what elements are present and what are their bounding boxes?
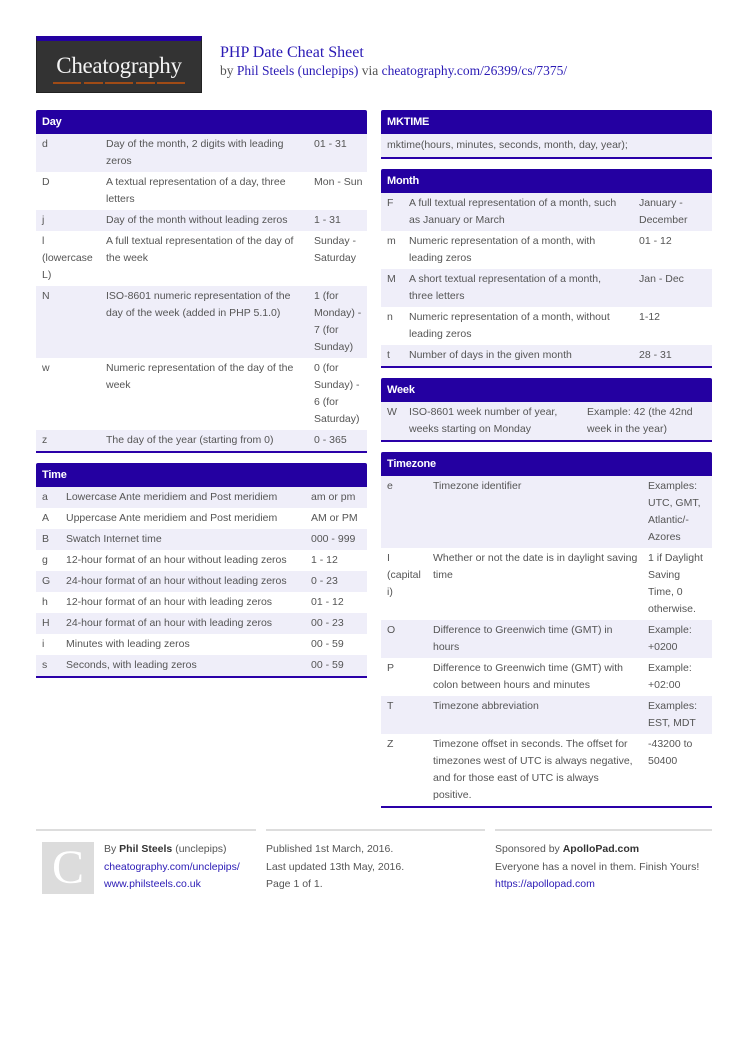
section-title: Day	[36, 110, 367, 134]
table-row	[36, 529, 367, 550]
description: 24-hour format of an hour without leading zeros	[66, 575, 287, 587]
example-values: 1 if Daylight Saving Time, 0 otherwise.	[648, 552, 703, 615]
month-rows	[381, 193, 712, 366]
example-values: 00 - 59	[311, 659, 344, 671]
cheatography-logo[interactable]	[36, 36, 202, 93]
example-values: 28 - 31	[639, 349, 672, 361]
description: 12-hour format of an hour without leading zeros	[66, 554, 287, 566]
format-char: O	[387, 624, 396, 636]
table-row	[36, 172, 367, 210]
example-values: Jan - Dec	[639, 273, 684, 285]
format-char: W	[387, 406, 397, 418]
format-char: Z	[387, 738, 394, 750]
mktime-signature: mktime(hours, minutes, seconds, month, day, year);	[387, 139, 628, 151]
table-row	[381, 658, 712, 696]
page-header	[36, 36, 716, 94]
format-char: g	[42, 554, 48, 566]
section-title: Time	[36, 463, 367, 487]
format-char: l (lowercase L)	[42, 235, 93, 281]
description: A full textual representation of a month, such as January or March	[409, 197, 617, 226]
description: 24-hour format of an hour with leading zeros	[66, 617, 273, 629]
right-column	[381, 110, 712, 818]
description: Uppercase Ante meridiem and Post meridiem	[66, 512, 278, 524]
description: The day of the year (starting from 0)	[106, 434, 274, 446]
table-row	[381, 231, 712, 269]
format-char: P	[387, 662, 395, 674]
table-row	[36, 613, 367, 634]
format-char: s	[42, 659, 48, 671]
description: A full textual representation of the day of the week	[106, 235, 294, 264]
example-values: Examples: EST, MDT	[648, 700, 698, 729]
section-mktime	[381, 110, 712, 159]
section-title: Month	[381, 169, 712, 193]
section-time	[36, 463, 367, 678]
sponsor-line	[495, 841, 712, 859]
format-char: N	[42, 290, 50, 302]
section-timezone	[381, 452, 712, 808]
sponsor-tagline: Everyone has a novel in them. Finish Yours!	[495, 860, 700, 873]
updated-date: Last updated 13th May, 2016.	[266, 860, 405, 873]
avatar: C	[42, 842, 94, 894]
title-block	[220, 44, 567, 79]
table-row	[381, 345, 712, 366]
logo-text: Cheatography	[56, 53, 182, 78]
section-week	[381, 378, 712, 442]
by-label: By	[104, 843, 120, 855]
example-values: 00 - 23	[311, 617, 344, 629]
example-values: 01 - 12	[311, 596, 344, 608]
description: Difference to Greenwich time (GMT) in hours	[433, 624, 613, 653]
table-row	[36, 655, 367, 676]
sponsor-link[interactable]: https://apollopad.com	[495, 878, 595, 890]
format-char: T	[387, 700, 394, 712]
page-title[interactable]: PHP Date Cheat Sheet	[220, 44, 364, 61]
example-values: 0 (for Sunday) - 6 (for Saturday)	[314, 362, 360, 425]
format-char: M	[387, 273, 396, 285]
format-char: A	[42, 512, 50, 524]
example-values: 1 - 12	[311, 554, 338, 566]
author-handle: (unclepips)	[172, 843, 227, 855]
description: Day of the month without leading zeros	[106, 214, 288, 226]
footer-byline	[104, 841, 256, 859]
example-values: -43200 to 50400	[648, 738, 693, 767]
description: Numeric representation of a month, with leading zeros	[409, 235, 596, 264]
page-footer	[36, 829, 712, 909]
example-values: AM or PM	[311, 512, 358, 524]
example-values: 01 - 12	[639, 235, 672, 247]
published-date: Published 1st March, 2016.	[266, 843, 394, 855]
example-values: Examples: UTC, GMT, Atlantic/-Azores	[648, 480, 701, 543]
description: A short textual representation of a month, three letters	[409, 273, 602, 302]
description: Day of the month, 2 digits with leading zeros	[106, 138, 284, 167]
example-values: Sunday - Saturday	[314, 235, 357, 264]
description: 12-hour format of an hour with leading zeros	[66, 596, 273, 608]
sponsored-label: Sponsored by	[495, 843, 563, 855]
format-char: z	[42, 434, 48, 446]
example-values: 00 - 59	[311, 638, 344, 650]
table-row	[381, 193, 712, 231]
format-char: D	[42, 176, 50, 188]
example-values: 0 - 23	[311, 575, 338, 587]
table-row	[381, 696, 712, 734]
section-day	[36, 110, 367, 453]
format-char: m	[387, 235, 396, 247]
example-values: 1 (for Monday) - 7 (for Sunday)	[314, 290, 362, 353]
example-values: January - December	[639, 197, 688, 226]
description: Difference to Greenwich time (GMT) with colon between hours and minutes	[433, 662, 624, 691]
author-link[interactable]: Phil Steels (unclepips)	[236, 63, 359, 78]
table-row	[381, 734, 712, 806]
logo-underline	[53, 82, 185, 84]
byline	[220, 63, 567, 79]
by-prefix: by	[220, 63, 237, 78]
table-row	[36, 210, 367, 231]
format-char: n	[387, 311, 393, 323]
website-link[interactable]: www.philsteels.co.uk	[104, 878, 201, 890]
week-rows	[381, 402, 712, 440]
description: Seconds, with leading zeros	[66, 659, 197, 671]
footer-sponsor	[495, 829, 712, 894]
example-values: Example: +02:00	[648, 662, 692, 691]
description: Numeric representation of the day of the week	[106, 362, 294, 391]
table-row	[36, 634, 367, 655]
table-row	[381, 307, 712, 345]
format-char: w	[42, 362, 50, 374]
day-rows	[36, 134, 367, 451]
format-char: e	[387, 480, 393, 492]
via-text: via	[358, 63, 382, 78]
table-row	[36, 571, 367, 592]
example-values: Example: +0200	[648, 624, 692, 653]
table-row	[36, 430, 367, 451]
table-row	[381, 134, 712, 157]
left-column	[36, 110, 367, 688]
example-values: 01 - 31	[314, 138, 347, 150]
table-row	[36, 134, 367, 172]
format-char: F	[387, 197, 394, 209]
format-char: G	[42, 575, 51, 587]
example-values: 0 - 365	[314, 434, 347, 446]
example-values: am or pm	[311, 491, 356, 503]
format-char: j	[42, 214, 45, 226]
example-values: 1-12	[639, 311, 661, 323]
format-char: I (capital i)	[387, 552, 421, 598]
format-char: t	[387, 349, 390, 361]
format-char: h	[42, 596, 48, 608]
section-title: MKTIME	[381, 110, 712, 134]
table-row	[36, 550, 367, 571]
author-name: Phil Steels	[119, 843, 173, 855]
profile-link[interactable]: cheatography.com/unclepips/	[104, 860, 240, 873]
description: Timezone abbreviation	[433, 700, 539, 712]
format-char: i	[42, 638, 45, 650]
description: ISO-8601 numeric representation of the day of the week (added in PHP 5.1.0)	[106, 290, 291, 319]
description: Numeric representation of a month, without leading zeros	[409, 311, 610, 340]
table-row	[381, 402, 712, 440]
table-row	[381, 620, 712, 658]
sheet-url-link[interactable]: cheatography.com/26399/cs/7375/	[381, 63, 568, 78]
description: Whether or not the date is in daylight saving time	[433, 552, 638, 581]
section-title: Timezone	[381, 452, 712, 476]
description: Timezone offset in seconds. The offset for timezones west of UTC is always negative, and for those east of UTC is always positive.	[433, 738, 633, 801]
example-values: 1 - 31	[314, 214, 341, 226]
time-rows	[36, 487, 367, 676]
example-values: 000 - 999	[311, 533, 356, 545]
table-row	[381, 269, 712, 307]
table-row	[36, 358, 367, 430]
footer-dates	[266, 829, 485, 894]
description: Number of days in the given month	[409, 349, 572, 361]
format-char: d	[42, 138, 48, 150]
section-title: Week	[381, 378, 712, 402]
table-row	[36, 231, 367, 286]
example-values: Mon - Sun	[314, 176, 363, 188]
description: A textual representation of a day, three letters	[106, 176, 286, 205]
table-row	[381, 548, 712, 620]
page-number: Page 1 of 1.	[266, 878, 323, 890]
table-row	[36, 487, 367, 508]
example-values: Example: 42 (the 42nd week in the year)	[587, 406, 693, 435]
table-row	[381, 476, 712, 548]
format-char: a	[42, 491, 48, 503]
table-row	[36, 592, 367, 613]
format-char: H	[42, 617, 50, 629]
footer-author	[36, 829, 256, 894]
description: Swatch Internet time	[66, 533, 162, 545]
table-row	[36, 508, 367, 529]
table-row	[36, 286, 367, 358]
description: Lowercase Ante meridiem and Post meridiem	[66, 491, 278, 503]
sponsor-name: ApolloPad.com	[562, 843, 640, 855]
description: Timezone identifier	[433, 480, 522, 492]
section-month	[381, 169, 712, 368]
description: Minutes with leading zeros	[66, 638, 190, 650]
description: ISO-8601 week number of year, weeks starting on Monday	[409, 406, 558, 435]
timezone-rows	[381, 476, 712, 806]
format-char: B	[42, 533, 50, 545]
